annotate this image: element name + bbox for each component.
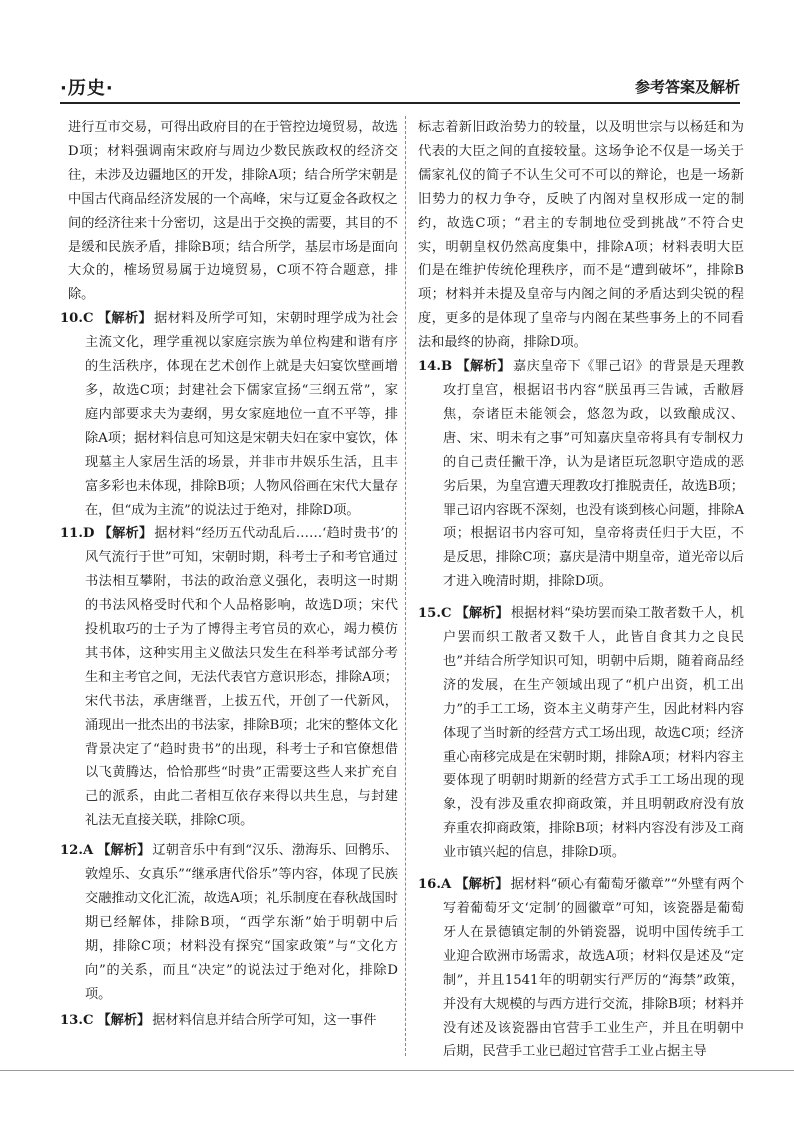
section-title: 参考答案及解析 (634, 78, 740, 96)
analysis-text: 据材料“经历五代动乱后……‘趋时贵书’的风气流行于世”可知，宋朝时期，科考士子和考官通过书法相互攀附，书法的政治意义强化，表明这一时期的书法风格受时代和个人品格影响，故选D项；宋代投机取巧的士子为了博得主考官员的欢心，竭力模仿其书体，这种实用主义做法只发生在科举考试部分考生和主考官之间，无法代表官方意识形态，排除A项；宋代书法，承唐继晋，上拔五代，开创了一代新风，涌现出一批杰出的书法家，排除B项；北宋的整体文化背景决定了“趋时贵书”的出现，科考士子和官僚想借以飞黄腾达，恰恰那些“时贵”正需要这些人来扩充自己的派系，由此二者相互依存来得以共生息，与封建礼法无直接关联，排除C项。 (85, 526, 399, 829)
analysis-text: 辽朝音乐中有到“汉乐、渤海乐、回鹘乐、敦煌乐、女真乐”“继承唐代俗乐”等内容，体现了民族交融推动文化汇流，故选A项；礼乐制度在春秋战国时期已经解体，排除B项，“西学东渐”始于明朝中后期，排除C项；材料没有探究“国家政策”与“文化方向”的关系，而且“决定”的说法过于绝对化，排除D项。 (85, 843, 398, 1002)
question-number: 10. (60, 311, 83, 327)
question-number: 16. (418, 877, 441, 893)
answer-item-10 (60, 307, 398, 522)
question-number: 12. (60, 843, 83, 859)
answer-letter: A (440, 877, 452, 893)
analysis-tag: 【解析】 (456, 359, 511, 375)
analysis-text: 据材料信息并结合所学可知，这一事件 (152, 1012, 377, 1028)
page-bottom-rule (0, 1070, 794, 1071)
right-column (418, 116, 744, 1064)
answer-item-15 (418, 602, 744, 865)
analysis-text: 根据材料“染坊罢而染工散者数千人，机户罢而织工散者又数千人，此皆自食其力之良民也”并结合所学知识可知，明朝中后期，随着商品经济的发展，在生产领域出现了“机户出资，机工出力”的手工工场，资本主义萌芽产生，因此材料内容体现了当时新的经营方式工场出现，故选C项；经济重心南移完成是在宋朝时期，排除A项；材料内容主要体现了明朝时期新的经营方式手工工场出现的现象，没有涉及重农抑商政策，并且明朝政府没有放弃重农抑商政策，排除B项；材料内容没有涉及工商业市镇兴起的信息，排除D项。 (443, 606, 744, 861)
answer-letter: A (82, 843, 94, 859)
question-number: 15. (418, 606, 441, 622)
analysis-tag: 【解析】 (455, 877, 509, 893)
column-divider (405, 116, 406, 1056)
analysis-text: 据材料“硕心有葡萄牙徽章”“外壁有两个写着葡萄牙文‘定制’的圆徽章”可知，该瓷器是葡萄牙人在景德镇定制的外销瓷器，说明中国传统手工业迎合欧洲市场需求，故选A项；材料仅是述及“定制”，并且1541年的明朝实行严厉的“海禁”政策，并没有大规模的与西方进行交流，排除B项；材料并没有述及该瓷器由官营手工业生产，并且在明朝中后期，民营手工业已超过官营手工业占据主导 (443, 877, 745, 1060)
answer-item-13 (60, 1009, 398, 1033)
answer-letter: C (82, 311, 94, 327)
answer-letter: C (440, 606, 452, 622)
answer-item-16 (418, 873, 744, 1064)
left-column (60, 116, 398, 1032)
page-header (60, 72, 740, 104)
analysis-tag: 【解析】 (97, 843, 151, 859)
analysis-tag: 【解析】 (97, 1012, 151, 1028)
answer-item-14 (418, 355, 744, 594)
answer-letter: D (82, 526, 95, 542)
continued-paragraph: 标志着新旧政治势力的较量，以及明世宗与以杨廷和为代表的大臣之间的直接较量。这场争论不仅是一场关于儒家礼仪的简子不认生父可不可以的辩论，也是一场新旧势力的权力争夺，反映了内阁对皇权形成一定的制约，故选C项；“君主的专制地位受到挑战”不符合史实，明朝皇权仍然高度集中，排除A项；材料表明大臣们是在维护传统伦理秩序，而不是“遭到破坏”，排除B项；材料并未提及皇帝与内阁之间的矛盾达到尖锐的程度，更多的是体现了皇帝与内阁在某些事务上的不同看法和最终的协商，排除D项。 (418, 120, 744, 351)
analysis-tag: 【解析】 (98, 526, 153, 542)
answer-item-12 (60, 839, 398, 1006)
answer-letter: C (82, 1012, 94, 1028)
question-number: 13. (60, 1012, 83, 1028)
continued-paragraph: 进行互市交易，可得出政府目的在于管控边境贸易，故选D项；材料强调南宋政府与周边少数民族政权的经济交往，未涉及边疆地区的开发，排除A项；结合所学宋朝是中国古代商品经济发展的一个高峰，宋与辽夏金各政权之间的经济往来十分密切，这是出于交换的需要，其目的不是缓和民族矛盾，排除B项；结合所学，基层市场是面向大众的，榷场贸易属于边境贸易，C项不符合题意，排除。 (68, 120, 398, 303)
subject-label: ·历史· (60, 78, 114, 99)
analysis-text: 嘉庆皇帝下《罪己诏》的背景是天理教攻打皇宫，根据诏书内容“朕虽再三告诫，舌敝唇焦，奈诸臣未能领会，悠忽为政，以致酿成汉、唐、宋、明未有之事”可知嘉庆皇帝将具有专制权力的自己责任撇干净，认为是诸臣玩忽职守造成的恶劣后果，为皇宫遭天理教攻打推脱责任，故选B项；罪己诏内容既不深刻，也没有谈到核心问题，排除A项；根据诏书内容可知，皇帝将责任归于大臣，不是反思，排除C项；嘉庆是清中期皇帝，道光帝以后才进入晚清时期，排除D项。 (443, 359, 745, 590)
analysis-text: 据材料及所学可知，宋朝时理学成为社会主流文化，理学重视以家庭宗族为单位构建和谐有序的生活秩序，体现在艺术创作上就是夫妇宴饮壁画增多，故选C项；封建社会下儒家宣扬“三纲五常”，家庭内部要求夫为妻纲，男女家庭地位一直不平等，排除A项；据材料信息可知这是宋朝夫妇在家中宴饮，体现墓主人家居生活的场景，并非市井娱乐生活，且丰富多彩也未体现，排除B项；人物风俗画在宋代大量存在，但“成为主流”的说法过于绝对，排除D项。 (85, 311, 399, 518)
question-number: 11. (60, 526, 83, 542)
analysis-tag: 【解析】 (97, 311, 153, 327)
analysis-tag: 【解析】 (455, 606, 509, 622)
question-number: 14. (418, 359, 441, 375)
answer-letter: B (440, 359, 453, 375)
answer-item-11 (60, 522, 398, 833)
